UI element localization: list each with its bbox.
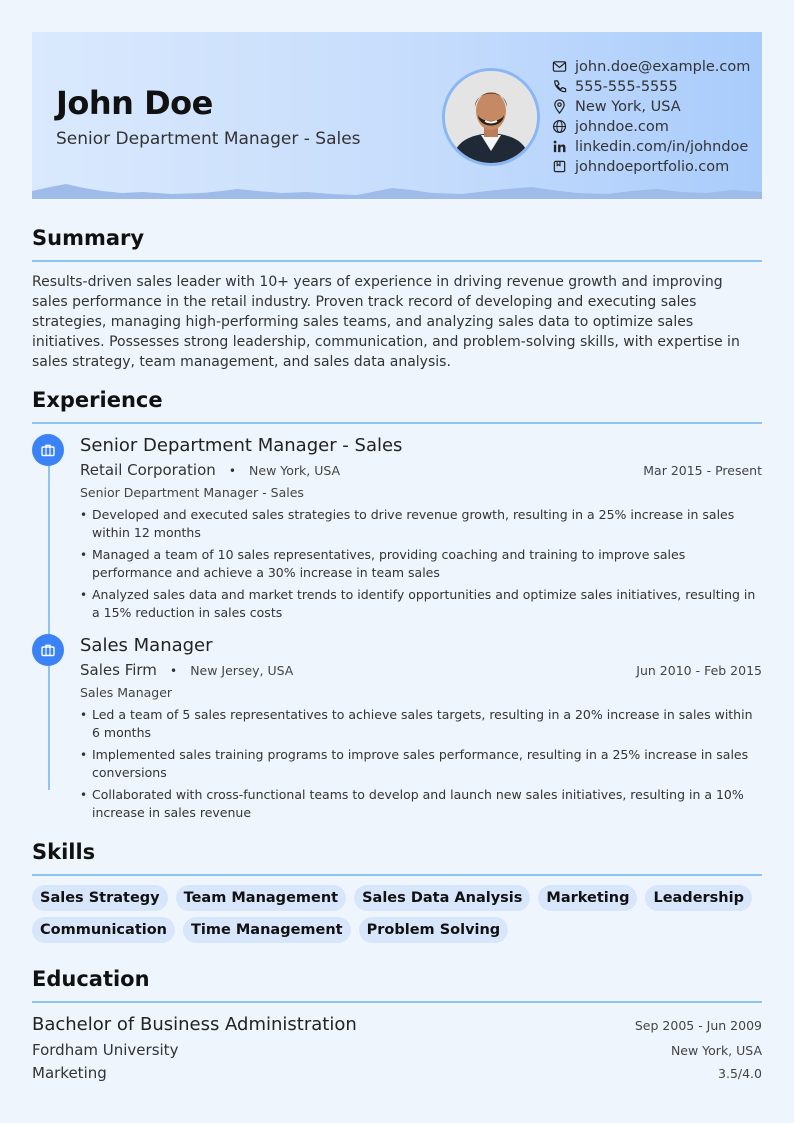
job-meta: [80, 460, 762, 479]
skill-chip: Leadership: [645, 885, 752, 911]
resume-header: [32, 32, 762, 199]
job-bullet: • Managed a team of 10 sales representatives, providing coaching and training to improve sales performance and achieve a 30% increase in team sales: [80, 546, 762, 582]
summary-text: Results-driven sales leader with 10+ years of experience in driving revenue growth and improving sales performance in the retail industry. Proven track record of developing and executing sales strategies, managing high-performing sales teams, and analyzing sales data to optimize sales initiatives. Possesses strong leadership, communication, and problem-solving skills, with expertise in sales strategy, team management, and sales data analysis.: [32, 274, 740, 370]
contact-list: [552, 57, 750, 177]
job-bullet: • Implemented sales training programs to improve sales performance, resulting in a 25% increase in sales conversions: [80, 746, 762, 782]
education-field-row: [32, 1064, 762, 1082]
summary-section: [32, 226, 762, 372]
contact-email-text: john.doe@example.com: [575, 59, 751, 75]
skill-chip: Problem Solving: [359, 917, 509, 943]
separator-dot: •: [170, 664, 178, 678]
linkedin-icon: [552, 139, 568, 155]
job-dates: Jun 2010 - Feb 2015: [636, 663, 762, 678]
contact-email[interactable]: [552, 57, 750, 77]
mail-icon: [552, 59, 568, 75]
skills-divider: [32, 874, 762, 876]
skill-chip: Time Management: [183, 917, 351, 943]
candidate-name: John Doe: [56, 84, 213, 122]
contact-location-text: New York, USA: [575, 99, 681, 115]
header-wave-decoration: [32, 183, 762, 199]
contact-portfolio[interactable]: [552, 157, 750, 177]
map-pin-icon: [552, 99, 568, 115]
experience-timeline: [32, 434, 762, 822]
job-bullets: [80, 706, 762, 822]
job-dates: Mar 2015 - Present: [643, 463, 762, 478]
contact-location: [552, 97, 750, 117]
job-location: New Jersey, USA: [190, 663, 294, 678]
job-bullets: [80, 506, 762, 622]
job-bullet: • Developed and executed sales strategies to drive revenue growth, resulting in a 25% increase in sales within 12 months: [80, 506, 762, 542]
avatar: [442, 68, 540, 166]
job-company: Retail Corporation: [80, 461, 216, 479]
contact-linkedin[interactable]: [552, 137, 750, 157]
job-bullet: • Collaborated with cross-functional teams to develop and launch new sales initiatives, resulting in a 10% increase in sales revenue: [80, 786, 762, 822]
education-gpa: 3.5/4.0: [718, 1066, 762, 1081]
job-entry: [32, 634, 762, 822]
education-degree-row: [32, 1014, 762, 1035]
education-degree: Bachelor of Business Administration: [32, 1014, 357, 1035]
job-role: Senior Department Manager - Sales: [80, 435, 403, 456]
job-role: Sales Manager: [80, 635, 213, 656]
education-location: New York, USA: [670, 1043, 762, 1058]
education-school-row: [32, 1041, 762, 1059]
job-location: New York, USA: [249, 463, 341, 478]
skills-heading: Skills: [32, 840, 96, 864]
job-bullet: • Analyzed sales data and market trends to identify opportunities and optimize sales initiatives, resulting in a 15% reduction in sales costs: [80, 586, 762, 622]
contact-phone[interactable]: [552, 77, 750, 97]
job-company: Sales Firm: [80, 661, 157, 679]
contact-website-text: johndoe.com: [575, 119, 669, 135]
briefcase-icon: [32, 434, 64, 466]
experience-divider: [32, 422, 762, 424]
skills-section: [32, 840, 762, 949]
education-section: [32, 967, 762, 1082]
job-subtitle: Sales Manager: [80, 685, 173, 700]
experience-heading: Experience: [32, 388, 163, 412]
candidate-title: Senior Department Manager - Sales: [56, 129, 361, 149]
globe-icon: [552, 119, 568, 135]
skills-list: [32, 885, 762, 949]
skill-chip: Marketing: [538, 885, 637, 911]
education-divider: [32, 1001, 762, 1003]
separator-dot: •: [228, 464, 236, 478]
skill-chip: Sales Strategy: [32, 885, 168, 911]
job-meta: [80, 660, 762, 679]
job-subtitle: Senior Department Manager - Sales: [80, 485, 304, 500]
job-bullet: • Led a team of 5 sales representatives to achieve sales targets, resulting in a 20% increase in sales within 6 months: [80, 706, 762, 742]
contact-portfolio-text: johndoeportfolio.com: [575, 159, 730, 175]
skill-chip: Team Management: [176, 885, 346, 911]
briefcase-icon: [32, 634, 64, 666]
resume-page: [32, 32, 762, 1082]
education-heading: Education: [32, 967, 150, 991]
summary-divider: [32, 260, 762, 262]
phone-icon: [552, 79, 568, 95]
skill-chip: Sales Data Analysis: [354, 885, 530, 911]
summary-heading: Summary: [32, 226, 145, 250]
skill-chip: Communication: [32, 917, 175, 943]
education-dates: Sep 2005 - Jun 2009: [634, 1018, 762, 1033]
contact-website[interactable]: [552, 117, 750, 137]
education-school: Fordham University: [32, 1041, 179, 1059]
experience-section: [32, 388, 762, 822]
contact-phone-text: 555-555-5555: [575, 79, 678, 95]
portfolio-icon: [552, 159, 568, 175]
education-field: Marketing: [32, 1064, 107, 1082]
contact-linkedin-text: linkedin.com/in/johndoe: [575, 139, 749, 155]
avatar-photo: [445, 71, 537, 163]
job-entry: [32, 434, 762, 622]
